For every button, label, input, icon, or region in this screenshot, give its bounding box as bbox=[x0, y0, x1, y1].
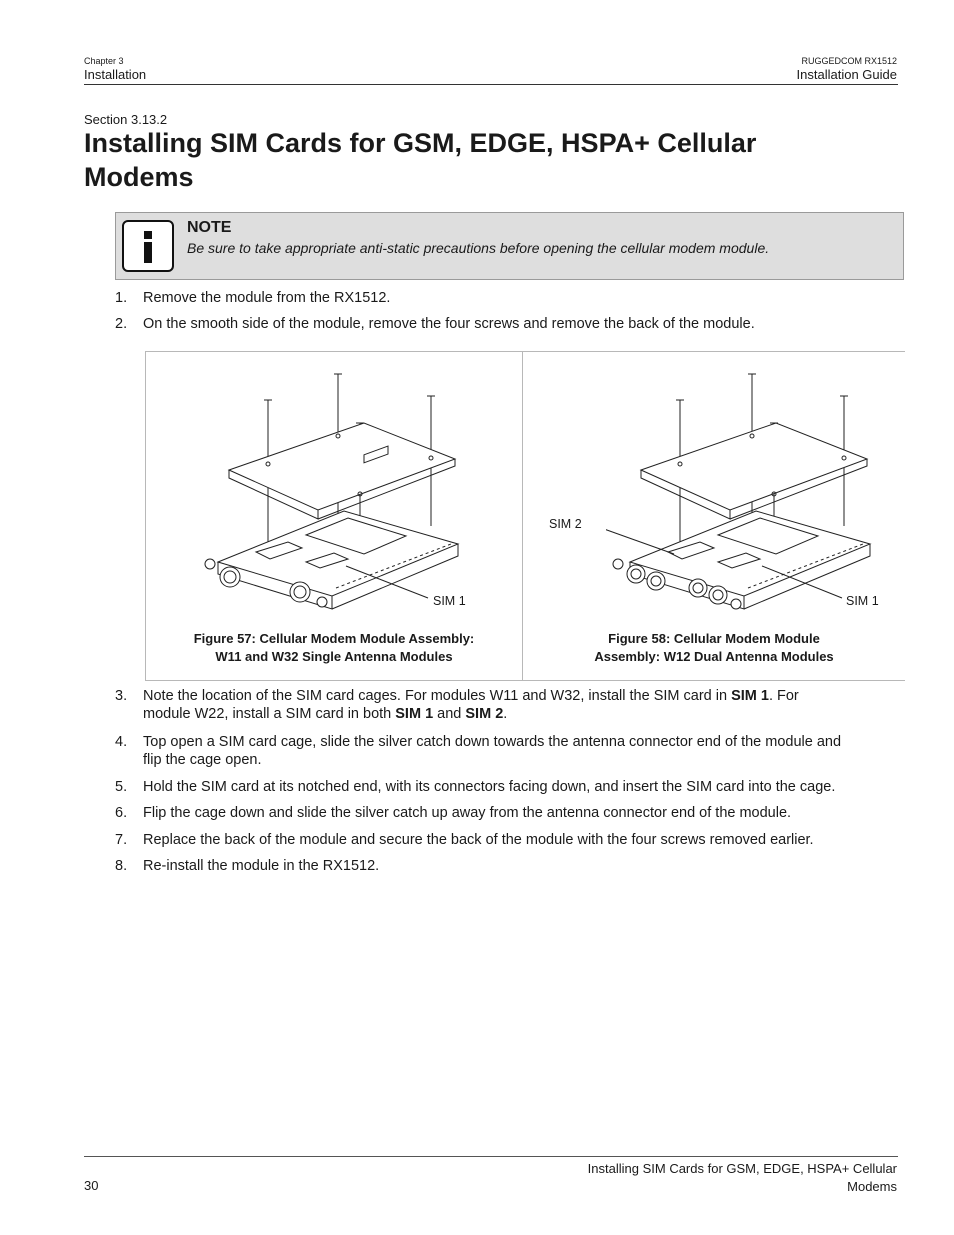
footer-divider bbox=[84, 1156, 898, 1157]
step-number: 2. bbox=[115, 316, 128, 332]
list-item bbox=[115, 733, 905, 773]
step-text: On the smooth side of the module, remove the four screws and remove the back of the module. bbox=[143, 316, 755, 332]
caption-line: Assembly: W12 Dual Antenna Modules bbox=[594, 649, 834, 664]
guide-name: Installation Guide bbox=[796, 67, 897, 82]
footer-title-line: Modems bbox=[847, 1179, 897, 1194]
step-text: Remove the module from the RX1512. bbox=[143, 290, 391, 306]
step-number: 4. bbox=[115, 734, 128, 750]
running-header-left bbox=[84, 56, 146, 83]
text-run: module W22, install a SIM card in both bbox=[143, 706, 396, 722]
step-text: Replace the back of the module and secure the back of the module with the four screws removed earlier. bbox=[143, 832, 814, 848]
figure-57-caption bbox=[160, 630, 508, 666]
note-title: NOTE bbox=[187, 219, 232, 236]
step-text: Flip the cage down and slide the silver catch up away from the antenna connector end of the module. bbox=[143, 805, 792, 821]
footer-title bbox=[517, 1160, 897, 1196]
section-number: Section 3.13.2 bbox=[84, 112, 168, 127]
step-text: Hold the SIM card at its notched end, with its connectors facing down, and insert the SIM card into the cage. bbox=[143, 779, 836, 795]
step-number: 8. bbox=[115, 858, 128, 874]
step-text bbox=[143, 733, 903, 769]
figure-58-caption bbox=[560, 630, 868, 666]
text-run: . For bbox=[768, 688, 799, 704]
sim-2-label: SIM 2 bbox=[549, 517, 582, 531]
text-run: Top open a SIM card cage, slide the silver catch down towards the antenna connector end of the module and bbox=[143, 734, 842, 750]
sim-1-label: SIM 1 bbox=[846, 594, 879, 608]
step-text bbox=[143, 687, 903, 723]
note-text: Be sure to take appropriate anti-static precautions before opening the cellular modem module. bbox=[187, 240, 770, 256]
caption-line: Figure 57: Cellular Modem Module Assembly: bbox=[193, 631, 475, 646]
running-header-right bbox=[797, 56, 897, 83]
sim-1-label: SIM 1 bbox=[433, 594, 466, 608]
page-title: Installing SIM Cards for GSM, EDGE, HSPA+ Cellular Modems bbox=[84, 128, 757, 192]
text-run: and bbox=[433, 706, 466, 722]
caption-line: Figure 58: Cellular Modem Module bbox=[608, 631, 820, 646]
text-run-bold: SIM 1 bbox=[395, 706, 434, 722]
step-number: 7. bbox=[115, 832, 128, 848]
figure-58-illustration bbox=[606, 366, 886, 616]
caption-line: W11 and W32 Single Antenna Modules bbox=[215, 649, 453, 664]
text-run-bold: SIM 1 bbox=[731, 688, 769, 704]
figure-divider bbox=[522, 351, 523, 681]
info-icon bbox=[122, 220, 174, 272]
page-number: 30 bbox=[84, 1178, 99, 1193]
product-name: RUGGEDCOM RX1512 bbox=[801, 56, 897, 66]
note-callout bbox=[115, 212, 904, 280]
chapter-title: Installation bbox=[84, 67, 147, 82]
text-run: . bbox=[503, 706, 508, 722]
text-run: flip the cage open. bbox=[143, 752, 262, 768]
chapter-number: Chapter 3 bbox=[84, 56, 124, 66]
step-text: Re-install the module in the RX1512. bbox=[143, 858, 380, 874]
header-divider bbox=[84, 84, 898, 85]
text-run-bold: SIM 2 bbox=[465, 706, 504, 722]
step-number: 3. bbox=[115, 688, 128, 704]
text-run: Note the location of the SIM card cages. For modules W11 and W32, install the SIM card in bbox=[143, 688, 732, 704]
step-number: 6. bbox=[115, 805, 128, 821]
figure-57-illustration bbox=[196, 366, 476, 616]
footer-title-line: Installing SIM Cards for GSM, EDGE, HSPA+ Cellular bbox=[587, 1161, 897, 1176]
list-item bbox=[115, 687, 905, 727]
step-number: 5. bbox=[115, 779, 128, 795]
step-number: 1. bbox=[115, 290, 128, 306]
